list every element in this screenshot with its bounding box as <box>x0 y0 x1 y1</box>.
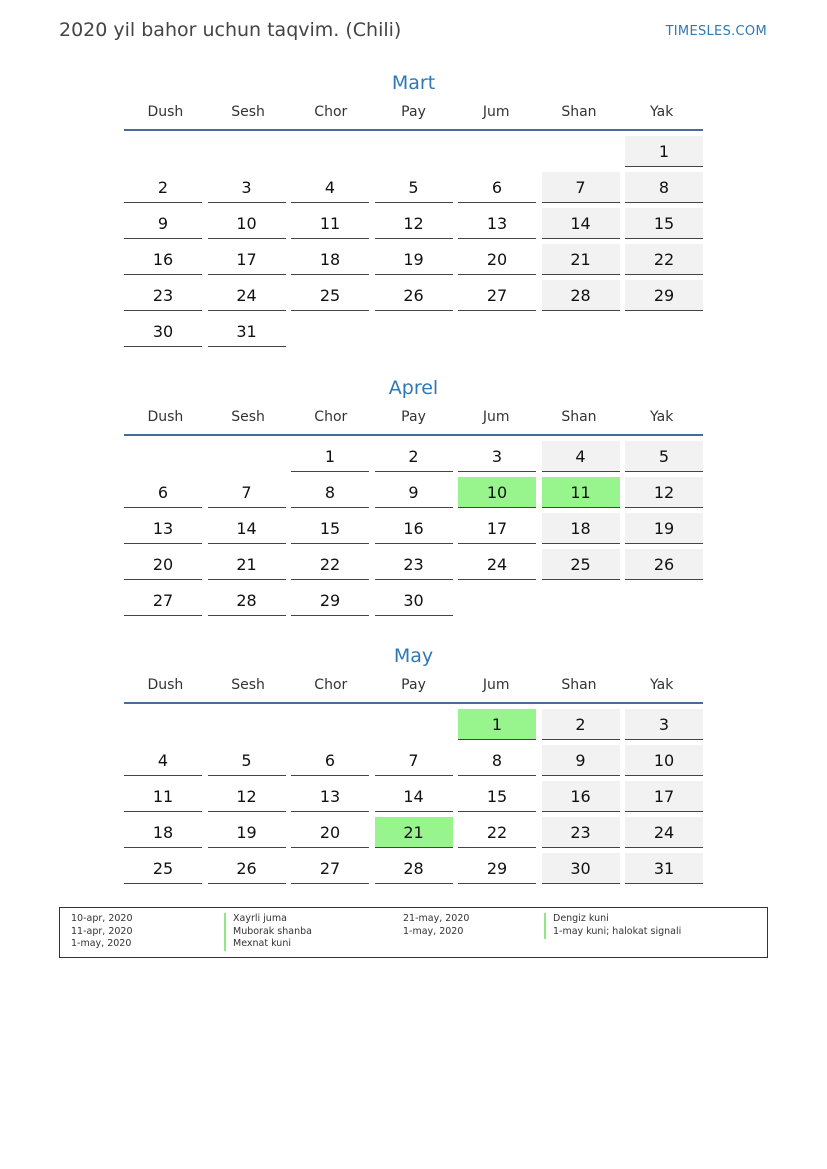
day-cell: 16 <box>375 513 453 544</box>
day-cell: 3 <box>208 172 286 203</box>
month-may <box>124 642 703 884</box>
day-cell: 13 <box>291 781 369 812</box>
empty-cell <box>291 709 369 740</box>
day-cell: 30 <box>542 853 620 884</box>
day-cell: 27 <box>291 853 369 884</box>
holiday-day-cell: 1 <box>458 709 536 740</box>
day-cell: 25 <box>124 853 202 884</box>
day-cell: 4 <box>124 745 202 776</box>
weekday-mon: Dush <box>147 677 184 693</box>
holiday-legend <box>59 907 768 958</box>
day-cell: 22 <box>291 549 369 580</box>
day-cell: 15 <box>458 781 536 812</box>
day-cell: 22 <box>458 817 536 848</box>
day-cell: 8 <box>625 172 703 203</box>
day-cell: 12 <box>625 477 703 508</box>
weekday-wed: Chor <box>314 677 348 693</box>
day-cell: 24 <box>458 549 536 580</box>
weekday-tue: Sesh <box>231 104 265 120</box>
day-cell: 27 <box>124 585 202 616</box>
day-cell: 20 <box>458 244 536 275</box>
day-cell: 8 <box>291 477 369 508</box>
day-cell: 29 <box>458 853 536 884</box>
day-cell: 17 <box>458 513 536 544</box>
day-cell: 24 <box>625 817 703 848</box>
legend-holiday-name: Dengiz kuni <box>544 913 609 926</box>
day-cell: 14 <box>542 208 620 239</box>
day-cell: 31 <box>208 316 286 347</box>
empty-cell <box>542 136 620 167</box>
day-cell: 21 <box>542 244 620 275</box>
day-cell: 15 <box>291 513 369 544</box>
holiday-day-cell: 11 <box>542 477 620 508</box>
day-cell: 25 <box>542 549 620 580</box>
weekday-mon: Dush <box>147 409 184 425</box>
day-cell: 5 <box>625 441 703 472</box>
day-cell: 22 <box>625 244 703 275</box>
weekday-tue: Sesh <box>231 409 265 425</box>
legend-date: 1-may, 2020 <box>71 938 132 949</box>
empty-cell <box>291 136 369 167</box>
weekday-sun: Yak <box>650 677 674 693</box>
empty-cell <box>208 441 286 472</box>
day-cell: 11 <box>124 781 202 812</box>
weekday-wed: Chor <box>314 409 348 425</box>
day-grid <box>124 441 703 616</box>
day-cell: 12 <box>375 208 453 239</box>
day-cell: 2 <box>375 441 453 472</box>
day-cell: 14 <box>208 513 286 544</box>
day-cell: 26 <box>625 549 703 580</box>
day-cell: 29 <box>291 585 369 616</box>
legend-date: 1-may, 2020 <box>403 926 464 937</box>
day-cell: 17 <box>625 781 703 812</box>
day-cell: 18 <box>124 817 202 848</box>
weekday-sun: Yak <box>650 104 674 120</box>
day-cell: 18 <box>542 513 620 544</box>
day-cell: 23 <box>542 817 620 848</box>
weekday-sun: Yak <box>650 409 674 425</box>
day-cell: 30 <box>124 316 202 347</box>
day-cell: 18 <box>291 244 369 275</box>
day-cell: 19 <box>375 244 453 275</box>
day-cell: 3 <box>458 441 536 472</box>
weekday-wed: Chor <box>314 104 348 120</box>
day-cell: 29 <box>625 280 703 311</box>
empty-cell <box>124 136 202 167</box>
day-cell: 21 <box>208 549 286 580</box>
day-cell: 9 <box>542 745 620 776</box>
day-cell: 15 <box>625 208 703 239</box>
day-cell: 5 <box>208 745 286 776</box>
weekday-thu: Pay <box>401 409 426 425</box>
day-cell: 7 <box>208 477 286 508</box>
day-cell: 2 <box>124 172 202 203</box>
day-cell: 26 <box>375 280 453 311</box>
month-april <box>124 374 703 616</box>
weekday-fri: Jum <box>482 677 510 693</box>
day-cell: 19 <box>625 513 703 544</box>
legend-date: 11-apr, 2020 <box>71 926 133 937</box>
weekday-tue: Sesh <box>231 677 265 693</box>
day-grid <box>124 709 703 884</box>
weekday-thu: Pay <box>401 104 426 120</box>
day-cell: 4 <box>542 441 620 472</box>
day-cell: 25 <box>291 280 369 311</box>
empty-cell <box>124 441 202 472</box>
day-cell: 9 <box>124 208 202 239</box>
day-grid <box>124 136 703 347</box>
weekday-sat: Shan <box>561 677 597 693</box>
day-cell: 11 <box>291 208 369 239</box>
day-cell: 1 <box>625 136 703 167</box>
empty-cell <box>208 136 286 167</box>
day-cell: 8 <box>458 745 536 776</box>
page-title: 2020 yil bahor uchun taqvim. (Chili) <box>59 19 402 41</box>
weekday-sat: Shan <box>561 409 597 425</box>
day-cell: 20 <box>124 549 202 580</box>
day-cell: 26 <box>208 853 286 884</box>
month-march <box>124 69 703 347</box>
legend-holiday-name: 1-may kuni; halokat signali <box>544 926 681 939</box>
day-cell: 6 <box>124 477 202 508</box>
weekday-header <box>124 672 703 704</box>
day-cell: 17 <box>208 244 286 275</box>
weekday-thu: Pay <box>401 677 426 693</box>
empty-cell <box>208 709 286 740</box>
month-title: May <box>393 645 434 667</box>
legend-holiday-name: Muborak shanba <box>224 926 312 939</box>
day-cell: 3 <box>625 709 703 740</box>
weekday-fri: Jum <box>482 104 510 120</box>
day-cell: 14 <box>375 781 453 812</box>
day-cell: 30 <box>375 585 453 616</box>
holiday-day-cell: 10 <box>458 477 536 508</box>
day-cell: 7 <box>542 172 620 203</box>
brand-link[interactable]: TIMESLES.COM <box>665 24 767 39</box>
legend-date: 10-apr, 2020 <box>71 913 133 924</box>
day-cell: 13 <box>124 513 202 544</box>
day-cell: 4 <box>291 172 369 203</box>
empty-cell <box>458 136 536 167</box>
day-cell: 24 <box>208 280 286 311</box>
legend-holiday-name: Xayrli juma <box>224 913 287 926</box>
day-cell: 16 <box>542 781 620 812</box>
day-cell: 12 <box>208 781 286 812</box>
weekday-header <box>124 404 703 436</box>
empty-cell <box>375 136 453 167</box>
day-cell: 23 <box>375 549 453 580</box>
day-cell: 27 <box>458 280 536 311</box>
day-cell: 16 <box>124 244 202 275</box>
legend-holiday-name: Mexnat kuni <box>224 938 291 951</box>
empty-cell <box>124 709 202 740</box>
day-cell: 13 <box>458 208 536 239</box>
day-cell: 6 <box>291 745 369 776</box>
day-cell: 1 <box>291 441 369 472</box>
day-cell: 28 <box>375 853 453 884</box>
day-cell: 5 <box>375 172 453 203</box>
day-cell: 6 <box>458 172 536 203</box>
month-title: Aprel <box>388 377 439 399</box>
weekday-fri: Jum <box>482 409 510 425</box>
day-cell: 7 <box>375 745 453 776</box>
day-cell: 23 <box>124 280 202 311</box>
holiday-day-cell: 21 <box>375 817 453 848</box>
empty-cell <box>375 709 453 740</box>
day-cell: 31 <box>625 853 703 884</box>
day-cell: 19 <box>208 817 286 848</box>
day-cell: 20 <box>291 817 369 848</box>
day-cell: 9 <box>375 477 453 508</box>
legend-date: 21-may, 2020 <box>403 913 470 924</box>
day-cell: 10 <box>625 745 703 776</box>
day-cell: 2 <box>542 709 620 740</box>
month-title: Mart <box>391 72 436 94</box>
weekday-mon: Dush <box>147 104 184 120</box>
day-cell: 28 <box>542 280 620 311</box>
weekday-header <box>124 99 703 131</box>
weekday-sat: Shan <box>561 104 597 120</box>
day-cell: 10 <box>208 208 286 239</box>
day-cell: 28 <box>208 585 286 616</box>
